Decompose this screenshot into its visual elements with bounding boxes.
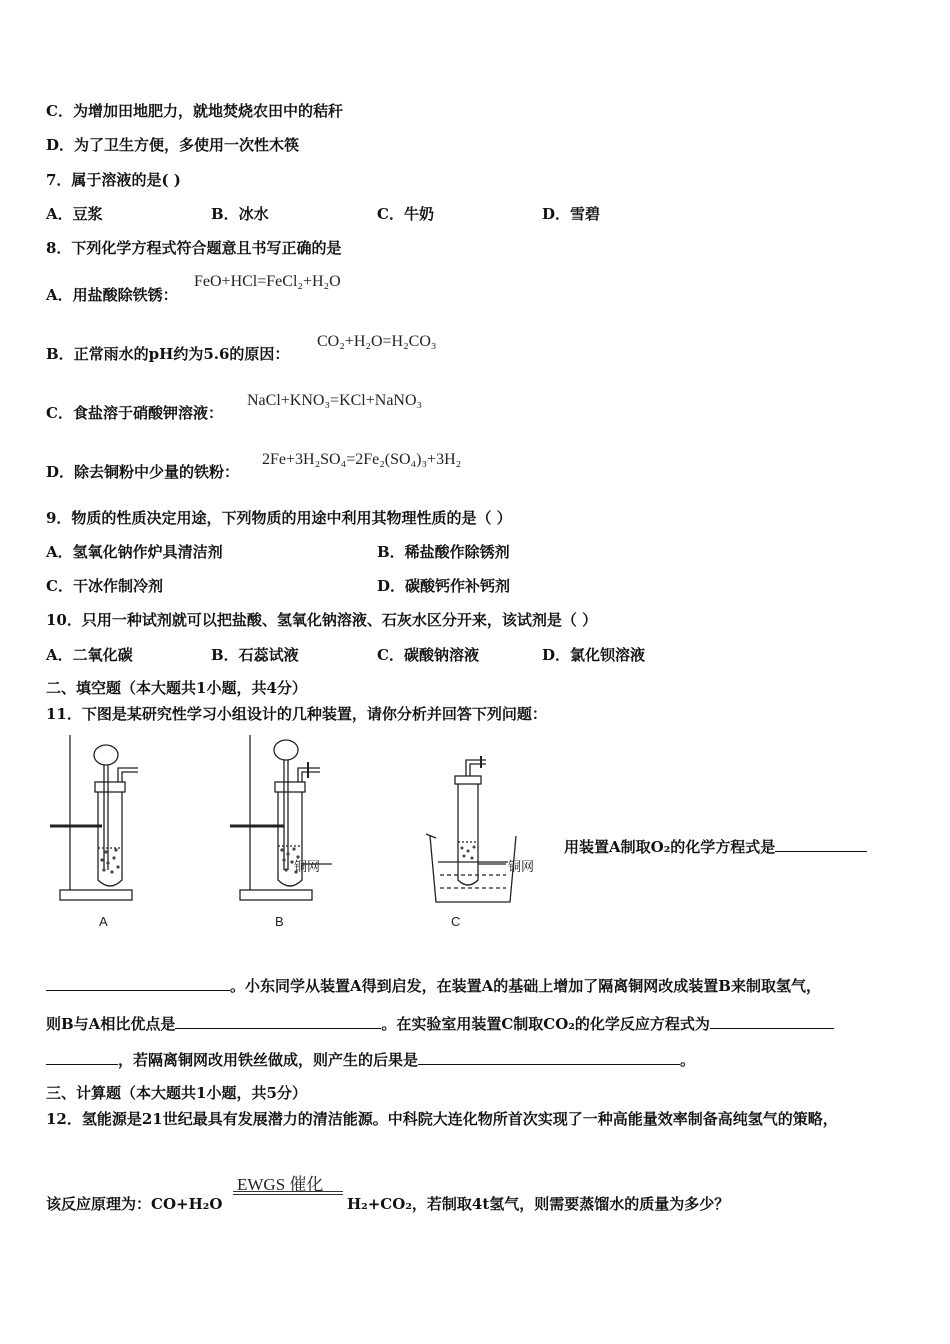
copper-mesh-label-b: 铜网	[294, 859, 321, 874]
q11-side-text: 用装置A制取O₂的化学方程式是	[564, 838, 776, 856]
apparatus-b	[230, 735, 332, 900]
q9-option-c: C．干冰作制冷剂	[46, 577, 163, 595]
q12-stem: 12．氢能源是21世纪最具有发展潜力的清洁能源。中科院大连化物所首次实现了一种高能量效率制备高纯氢气的策略，	[46, 1110, 838, 1128]
reaction-arrow-line-bottom	[233, 1194, 343, 1195]
q12-principle-label: 该反应原理为：CO+H₂O	[46, 1195, 223, 1213]
q12-products: H₂+CO₂，若制取4t氢气，则需要蒸馏水的质量为多少？	[347, 1195, 730, 1213]
q11-stem: 11．下图是某研究性学习小组设计的几种装置，请你分析并回答下列问题：	[46, 705, 547, 723]
copper-mesh-label-c: 铜网	[508, 859, 535, 874]
figure-label-b: B	[275, 914, 284, 929]
q11-line2-b: 。在实验室用装置C制取CO₂的化学反应方程式为	[381, 1015, 710, 1033]
q10-stem: 10．只用一种试剂就可以把盐酸、氢氧化钠溶液、石灰水区分开来，该试剂是（ ）	[46, 611, 598, 629]
q10-option-d: D．氯化钡溶液	[542, 646, 646, 664]
q8-option-a-label: A．用盐酸除铁锈：	[46, 286, 178, 304]
apparatus-figure	[40, 730, 580, 940]
q6-option-c: C．为增加田地肥力，就地焚烧农田中的秸秆	[46, 102, 343, 120]
q7-option-a: A．豆浆	[46, 205, 103, 223]
q11-line2-a: 则B与A相比优点是	[46, 1015, 176, 1033]
q6-option-d: D．为了卫生方便，多使用一次性木筷	[46, 136, 300, 154]
figure-label-a: A	[99, 914, 108, 929]
q9-stem: 9．物质的性质决定用途，下列物质的用途中利用其物理性质的是（ ）	[46, 509, 512, 527]
q11-line1-text: 。小东同学从装置A得到启发，在装置A的基础上增加了隔离铜网改成装置B来制取氢气，	[230, 977, 821, 995]
q11-line-3	[46, 1048, 695, 1070]
q11-side-prompt	[564, 835, 867, 857]
q9-option-d: D．碳酸钙作补钙剂	[377, 577, 511, 595]
q9-option-b: B．稀盐酸作除锈剂	[377, 543, 510, 561]
q8-option-c-label: C．食盐溶于硝酸钾溶液：	[46, 404, 223, 422]
q9-option-a: A．氢氧化钠作炉具清洁剂	[46, 543, 223, 561]
q11-line3-b: 。	[680, 1051, 696, 1069]
apparatus-c	[426, 756, 516, 902]
reaction-arrow-line-top	[233, 1191, 343, 1192]
q11-line-2	[46, 1012, 834, 1034]
answer-blank-2[interactable]	[46, 974, 230, 991]
figure-label-c: C	[451, 914, 461, 929]
q7-option-d: D．雪碧	[542, 205, 601, 223]
q8-equation-a: FeO+HCl=FeCl₂+H₂O	[194, 273, 341, 290]
q7-option-b: B．冰水	[211, 205, 269, 223]
answer-blank-3[interactable]	[175, 1012, 381, 1029]
answer-blank-4[interactable]	[710, 1012, 834, 1029]
apparatus-a	[50, 735, 138, 900]
q11-line-1	[46, 974, 821, 996]
answer-blank-6[interactable]	[418, 1048, 680, 1065]
answer-blank-5[interactable]	[46, 1048, 118, 1065]
q8-option-d-label: D．除去铜粉中少量的铁粉：	[46, 463, 240, 481]
catalyst-condition: EWGS 催化	[237, 1175, 324, 1194]
q8-equation-c: NaCl+KNO₃=KCl+NaNO₃	[247, 392, 423, 409]
answer-blank-1[interactable]	[775, 835, 867, 852]
section-2-heading: 二、填空题（本大题共1小题，共4分）	[46, 679, 307, 697]
q8-equation-d: 2Fe+3H₂SO₄=2Fe₂(SO₄)₃+3H₂	[262, 451, 462, 468]
q10-option-b: B．石蕊试液	[211, 646, 299, 664]
section-3-heading: 三、计算题（本大题共1小题，共5分）	[46, 1084, 307, 1102]
q10-option-a: A．二氧化碳	[46, 646, 133, 664]
q10-option-c: C．碳酸钠溶液	[377, 646, 479, 664]
q11-line3-a: ，若隔离铜网改用铁丝做成，则产生的后果是	[118, 1051, 419, 1069]
q8-stem: 8．下列化学方程式符合题意且书写正确的是	[46, 239, 342, 257]
q7-option-c: C．牛奶	[377, 205, 434, 223]
q8-option-b-label: B．正常雨水的pH约为5.6的原因：	[46, 345, 290, 363]
q7-stem: 7．属于溶液的是( )	[46, 171, 181, 189]
q8-equation-b: CO₂+H₂O=H₂CO₃	[317, 333, 437, 350]
